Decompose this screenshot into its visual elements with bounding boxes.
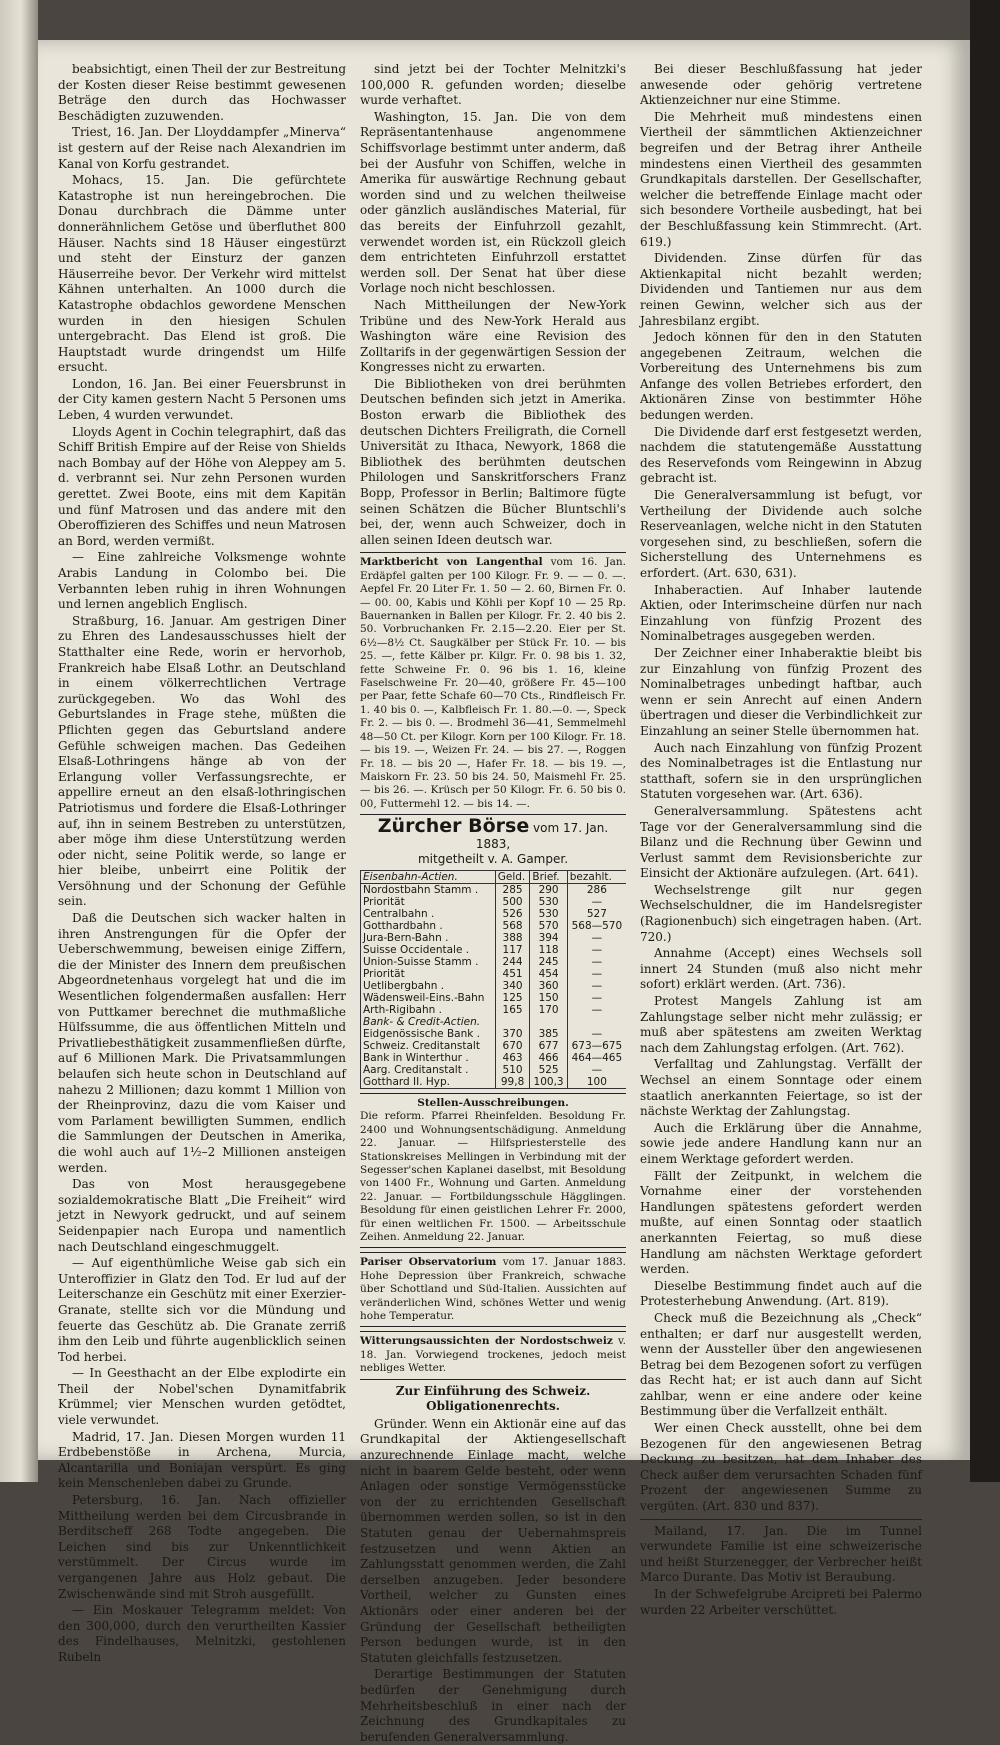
boerse-title: Zürcher Börse [377,815,530,838]
paragraph: Check muß die Bezeichnung als „Check“ enthalten; er darf nur ausgestellt werden, wenn der Aussteller über den angewiesenen Betrag bei dem Bezogenen sofort zu verfügen das Recht hat; er ist auch dann auf Sicht zahlbar, wenn er eine andere oder keine Bestimmung über die Verfallzeit enthält. [640,1310,922,1419]
paragraph: Madrid, 17. Jan. Diesen Morgen wurden 11 Erdbebenstöße in Archena, Murcia, Alcantarilla und Boniajan verspürt. Es ging kein Menschenleben dabei zu Grunde. [58,1429,346,1491]
table-cell: — [567,956,626,968]
paragraph: Dividenden. Zinse dürfen für das Aktienkapital nicht bezahlt werden; Dividenden und Tantiemen nur aus dem reinen Gewinn, welcher sich aus der Jahresbilanz ergibt. [640,251,922,328]
paragraph: Die Dividende darf erst festgesetzt werden, nachdem die statutengemäße Ausstattung des Reservefonds vom Reingewinn in Abzug gebracht ist. [640,424,922,486]
column-3 [640,62,922,1617]
paris-observatory-text: vom 17. Januar 1883. Hohe Depression über Frankreich, schwache über Schottland und Süd-Italien. Aussichten auf veränderlichen Wind, schönes Wetter und wenig hohe Temperatur. [360,1256,626,1322]
boerse-date: vom 17. Jan. 1883, [475,821,609,851]
table-cell [567,1016,626,1028]
table-cell: 454 [530,968,567,980]
table-cell: 568—570 [567,920,626,932]
paragraph: In der Schwefelgrube Arcipreti bei Palermo wurden 22 Arbeiter verschüttet. [640,1587,922,1617]
market-report-text: vom 16. Jan. Erdäpfel galten per 100 Kilogr. Fr. 9. — — 0. —. Aepfel Fr. 20 Liter Fr. 1. 50 — 2. 60, Birnen Fr. 0. — 00. 00, Kabis und Köhli per Kopf 10 — 25 Rp. Bauernanken in Ballen per Kilogr. Fr. 2. 40 bis 2. 50. Vorbruchanken Fr. 2.15—2.20. Eier per St. 6½—8½ Ct. Saugkälber per Stück Fr. 10. — bis 25. —, fette Kälber pr. Kilgr. Fr. 0. 98 bis 1. 32, fette Schweine Fr. 0. 96 bis 1. 16, kleine Faselschweine Fr. 20—40, größere Fr. 45—100 per Paar, fette Schafe 60—70 Cts., Rindfleisch Fr. 1. 40 bis 0. —, Kalbfleisch Fr. 1. 80.—0. —, Speck Fr. 2. — bis 0. —. Brodmehl 36—41, Semmelmehl 48—50 Ct. per Kilogr. Korn per 100 Kilogr. Fr. 18. — bis 19. —, Weizen Fr. 24. — bis 27. —, Roggen Fr. 18. — bis 20 —, Hafer Fr. 18. — bis 19. —, Maiskorn Fr. 23. 50 bis 24. 50, Maismehl Fr. 25. — bis 26. —. Krüsch per 50 Kilogr. Fr. 6. 50 bis 0. 00, Futtermehl 12. — bis 14. —. [360,556,627,810]
boerse-source: mitgetheilt v. A. Gamper. [417,852,569,867]
paragraph: — Auf eigenthümliche Weise gab sich ein Unteroffizier in Glatz den Tod. Er lud auf der Leiterschanze ein Geschütz mit einer Exerzier-Granate, stellte sich vor die Mündung und feuerte das Geschütz ab. Die Granate zerriß ihm den Leib und führte augenblicklich seinen Tod herbei. [58,1256,346,1364]
paragraph: Wechselstrenge gilt nur gegen Wechselschuldner, die im Handelsregister (Ragionenbuch) sich eingetragen haben. (Art. 720.) [640,882,922,944]
table-cell: Gotthard II. Hyp. [361,1076,496,1089]
paragraph: Derartige Bestimmungen der Statuten bedürfen der Genehmigung durch Mehrheitsbeschluß in einer nach der Zeichnung des Grundkapitales zu berufenden Generalversammlung. [360,1667,626,1744]
table-cell: 530 [530,908,567,920]
table-cell: 394 [530,932,567,944]
table-cell: 570 [530,920,567,932]
paragraph: London, 16. Jan. Bei einer Feuersbrunst in der City kamen gestern Nacht 5 Personen ums Leben, 4 wurden verwundet. [58,376,346,423]
table-cell: 670 [495,1040,530,1052]
table-cell: 388 [495,932,530,944]
table-cell: Uetlibergbahn . [361,980,496,992]
table-row [361,932,627,944]
column-2 [360,62,627,1744]
paragraph: Nach Mittheilungen der New-York Tribüne und des New-York Herald aus Washington wäre eine Revision des Zolltarifs in der gegenwärtigen Session der Kongresses nicht zu erwarten. [360,297,626,375]
table-cell: 165 [495,1004,530,1016]
paragraph: Protest Mangels Zahlung ist am Zahlungstage selber nicht mehr zulässig; er muß aber spätestens am zweiten Werktag nach dem Zahlungstag erfolgen. (Art. 762). [640,994,922,1055]
table-cell: Schweiz. Creditanstalt [361,1040,496,1052]
table-cell: 100 [567,1076,626,1089]
paragraph: Triest, 16. Jan. Der Lloyddampfer „Minerva“ ist gestern auf der Reise nach Alexandrien im Kanal von Korfu gestrandet. [58,125,346,171]
table-cell: — [567,1028,626,1040]
section-label: Bank- & Credit-Actien. [361,1016,496,1028]
table-cell: Bank in Winterthur . [361,1052,496,1064]
job-postings [360,1093,626,1248]
table-cell: 99,8 [495,1076,530,1089]
table-cell: Eidgenössische Bank . [361,1028,496,1040]
table-cell: — [567,896,626,908]
divider [640,1519,922,1520]
table-cell: 530 [530,896,567,908]
table-row [361,992,627,1004]
table-row [361,980,627,992]
table-cell: 150 [530,992,567,1004]
table-cell: 100,3 [530,1076,567,1089]
paragraph: Gründer. Wenn ein Aktionär eine auf das Grundkapital der Aktiengesellschaft anzurechnende Einlage macht, welche nicht in baarem Gelde besteht, oder wenn Anlagen oder sonstige Vermögensstücke von der zu errichtenden Gesellschaft übernommen werden sollen, so ist in den Statuten genau der Uebernahmspreis festzusetzen und wenn Aktien an Zahlungsstatt genommen werden, die Zahl derselben anzugeben. Jeder besondere Vortheil, welcher zu Gunsten eines Aktionärs oder einer anderen bei der Gründung der Gesellschaft betheiligten Person bedungen wurde, ist in den Statuten gleichfalls festzusetzen. [360,1416,626,1665]
table-cell: 125 [495,992,530,1004]
paragraph: Die Generalversammlung ist befugt, vor Vertheilung der Dividende auch solche Reserveanlagen, welche nicht in den Statuten vorgesehen sind, zu beschließen, sofern die Sicherstellung des Unternehmens es erfordert. (Art. 630, 631). [640,488,922,580]
table-cell: 527 [567,908,626,920]
column-header: Geld. [495,870,530,883]
table-cell: 118 [530,944,567,956]
table-row [361,920,627,932]
paragraph: Lloyds Agent in Cochin telegraphirt, daß das Schiff British Empire auf der Reise von Shields nach Bombay auf der Höhe von Aleppey am 5. d. verbrannt sei. Nur zehn Personen wurden gerettet. Zwei Boote, eins mit dem Kapitän und fünf Matrosen und das andere mit den Oberoffizieren des Schiffes und neun Matrosen an Bord, werden vermißt. [58,424,346,548]
paragraph: sind jetzt bei der Tochter Melnitzki's 100,000 R. gefunden worden; dieselbe wurde verhaftet. [360,62,626,108]
column-1 [58,62,346,1664]
paragraph: Daß die Deutschen sich wacker halten in ihren Anstrengungen für die Opfer der Ueberschwemmung, beweisen einige Ziffern, die der Minister des Innern dem preußischen Abgeordnetenhaus vorgelegt hat und die im Wesentlichen folgendermaßen ausfallen: Herr von Puttkamer berechnet die muthmaßliche Hülfssumme, die aus öffentlichen Mitteln und Privatliebesthätigkeit zusammenfließen dürfte, auf 6 Millionen Mark. Die Privatsammlungen belaufen sich heute schon in Deutschland auf nahezu 2 Millionen; dazu kommt 1 Million von der Rheinprovinz, dazu die vom Kaiser und vom Parlament bewilligten Summen, endlich die Sammlungen der Deutschen in Amerika, die wohl auch auf 1½–2 Millionen ansteigen werden. [58,911,346,1175]
table-cell: Priorität [361,968,496,980]
table-row [361,883,627,896]
table-cell: — [567,980,626,992]
table-cell: — [567,1064,626,1076]
paragraph: Generalversammlung. Spätestens acht Tage vor der Generalversammlung sind die Bilanz und die Rechnung über Gewinn und Verlust sammt dem Revisionsberichte zur Einsicht der Aktionäre aufzulegen. (Art. 641). [640,803,922,881]
table-cell: Jura-Bern-Bahn . [361,932,496,944]
paragraph: Straßburg, 16. Januar. Am gestrigen Diner zu Ehren des Landesausschusses hielt der Statthalter eine Rede, worin er hervorhob, Frankreich habe Elsaß Lothr. an Deutschland in einem völkerrechtlichen Vertrage zurückgegeben. Wo das Wohl des Geburtslandes in Frage stehe, müßten die Pflichten gegen das Geburtsland andere Gefühle schweigen machen. Das Gedeihen Elsaß-Lothringens hänge ab von der Erlangung voller Verfassungsrechte, er appellire erneut an den elsaß-lothringischen Patriotismus und fordere die Elsaß-Lothringer auf, ihn in seinem Bestreben zu unterstützen, aber möge ihm diese Unterstützung werden oder nicht, seine Politik werde, so lange er hier bleibe, unbeirrt eine Politik der Versöhnung und der Schonung der Gefühle sein. [58,613,346,909]
paris-observatory-heading: Pariser Observatorium [360,1256,497,1269]
table-cell: — [567,1004,626,1016]
table-row [361,1076,627,1089]
table-cell: Union-Suisse Stamm . [361,956,496,968]
paragraph: Bei dieser Beschlußfassung hat jeder anwesende oder gehörig vertretene Aktienzeichner nur eine Stimme. [640,62,922,108]
paragraph: Wer einen Check ausstellt, ohne bei dem Bezogenen für den angewiesenen Betrag Deckung zu besitzen, hat dem Inhaber des Check außer dem verursachten Schaden fünf Prozent der angewiesenen Summe zu vergüten. (Art. 830 und 837). [640,1421,922,1514]
table-cell: — [567,944,626,956]
table-cell [530,1016,567,1028]
table-cell: 290 [530,883,567,896]
table-cell: 370 [495,1028,530,1040]
table-cell: 360 [530,980,567,992]
table-cell: 340 [495,980,530,992]
paragraph: — In Geesthacht an der Elbe explodirte ein Theil der Nobel'schen Dynamitfabrik Krümmel; vier Menschen wurden getödtet, viele verwundet. [58,1366,346,1428]
table-row [361,944,627,956]
paragraph: — Ein Moskauer Telegramm meldet: Von den 300,000, durch den verurtheilten Kassier des Findelhauses, Melnitzki, gestohlenen Rubeln [58,1603,346,1664]
table-row [361,1040,627,1052]
table-cell: Wädensweil-Eins.-Bahn [361,992,496,1004]
table-cell: 117 [495,944,530,956]
paragraph: Mohacs, 15. Jan. Die gefürchtete Katastrophe ist nun hereingebrochen. Die Donau durchbrach die Dämme unter donnerähnlichem Getöse und überfluthet 800 Häuser. Nachts sind 18 Häuser eingestürzt und steht der Einsturz der ganzen Häuserreihe bevor. Der Verkehr wird mittelst Kähnen unterhalten. An 1000 durch die Katastrophe obdachlos gewordene Menschen wurden in den hiesigen Schulen untergebracht. Das Elend ist groß. Die Hauptstadt wurde dringendst um Hilfe ersucht. [58,173,346,375]
binding-edge [0,0,38,1482]
table-cell: 286 [567,883,626,896]
table-cell: 510 [495,1064,530,1076]
table-cell [495,1016,530,1028]
table-row [361,968,627,980]
paragraph: Auch nach Einzahlung von fünfzig Prozent des Nominalbetrages ist die Entlastung nur statthaft, sofern sie in den ursprünglichen Statuten vorgesehen war. (Art. 636). [640,740,922,802]
table-cell: Centralbahn . [361,908,496,920]
paragraph: Der Zeichner einer Inhaberaktie bleibt bis zur Einzahlung von fünfzig Prozent des Nominalbetrages unbedingt haftbar, auch wenn er sein Anrecht auf einen Andern übertragen und dieser die Verbindlichkeit zur Einzahlung an seiner Stelle übernommen hat. [640,645,922,738]
table-cell: 451 [495,968,530,980]
table-row [361,956,627,968]
paragraph: Jedoch können für den in den Statuten angegebenen Zeitraum, welchen die Vorbereitung des Unternehmens bis zum Anfange des vollen Betriebes erfordert, den Aktionären Zinse von bestimmter Höhe bedungen werden. [640,330,922,423]
weather-outlook [360,1331,626,1379]
table-row [361,1052,627,1064]
table-cell: 677 [530,1040,567,1052]
paragraph: Petersburg, 16. Jan. Nach offizieller Mittheilung werden bei dem Circusbrande in Berditscheff 268 Todte angegeben. Die Leichen sind bis zur Unkenntlichkeit verstümmelt. Der Circus wurde im vergangenen Jahre aus Holz gebaut. Die Zwischenwände sind mit Stroh ausgefüllt. [58,1493,346,1601]
table-row [361,1004,627,1016]
paragraph: Annahme (Accept) eines Wechsels soll innert 24 Stunden (muß also nicht mehr sofort) erklärt werden. (Art. 736). [640,946,922,992]
table-row [361,908,627,920]
table-cell: — [567,968,626,980]
obligationenrecht-heading: Zur Einführung des Schweiz. Obligationenrechts. [395,1383,591,1414]
market-report [360,552,626,815]
boerse-header [360,815,626,868]
weather-outlook-heading: Witterungsaussichten der Nordostschweiz [360,1335,613,1348]
paragraph: Washington, 15. Jan. Die von dem Repräsentantenhause angenommene Schiffsvorlage bestimmt unter anderm, daß bei der Ausfuhr von Schiffen, welche in Amerika für auswärtige Rechnung gebaut worden sind und zu welchen theilweise oder gänzlich ausländisches Material, für das bereits der Einfuhrzoll gezahlt, verwendet worden ist, ein Rückzoll gleich dem entrichteten Einfuhrzoll erstattet werden soll. Der Senat hat über diese Vorlage noch nicht beschlossen. [360,109,626,296]
table-cell: Aarg. Creditanstalt . [361,1064,496,1076]
paragraph: Dieselbe Bestimmung findet auch auf die Protesterhebung Anwendung. (Art. 819). [640,1278,922,1309]
table-section-row [361,1016,627,1028]
table-cell: Priorität [361,896,496,908]
paragraph: Auch die Erklärung über die Annahme, sowie jede andere Handlung kann nur an einem Werktage gefordert werden. [640,1120,922,1166]
table-cell: 673—675 [567,1040,626,1052]
paragraph: Die Bibliotheken von drei berühmten Deutschen befinden sich jetzt in Amerika. Boston erwarb die Bibliothek des deutschen Dichters Freiligrath, die Cornell Universität zu Ithaca, Newyork, 1868 die Bibliothek des berühmten deutschen Philologen und Sanskritforschers Franz Bopp, Professor in Berlin; Baltimore fügte seinen Schätzen die Bücher Bluntschli's bei, der, wenn auch Schweizer, doch in allen seinen Ideen deutsch war. [360,376,626,547]
table-cell: 285 [495,883,530,896]
column-header: bezahlt. [567,870,626,883]
market-report-heading: Marktbericht von Langenthal [360,556,543,569]
paris-observatory [360,1252,626,1327]
table-cell: Arth-Rigibahn . [361,1004,496,1016]
table-cell: 526 [495,908,530,920]
table-cell: Gotthardbahn . [361,920,496,932]
column-header: Brief. [530,870,567,883]
table-row [361,896,627,908]
job-postings-heading: Stellen-Ausschreibungen. [417,1096,569,1109]
weather-outlook-text: v. 18. Jan. Vorwiegend trockenes, jedoch meist nebliges Wetter. [360,1335,626,1375]
table-cell: 568 [495,920,530,932]
table-cell: 525 [530,1064,567,1076]
paragraph: — Eine zahlreiche Volksmenge wohnte Arabis Landung in Colombo bei. Die Verbannten leben ruhig in ihren Wohnungen und lernen angeblich Englisch. [58,550,346,612]
table-cell: 463 [495,1052,530,1064]
table-cell: 385 [530,1028,567,1040]
paragraph: Inhaberactien. Auf Inhaber lautende Aktien, oder Interimscheine dürfen nur nach Einzahlung von fünfzig Prozent des Nominalbetrages ausgegeben werden. [640,582,922,644]
table-header-row [361,870,627,883]
table-cell: Suisse Occidentale . [361,944,496,956]
table-cell: 464—465 [567,1052,626,1064]
paragraph: beabsichtigt, einen Theil der zur Bestreitung der Kosten dieser Reise bestimmt gewesenen Beträge den durch das Hochwasser Beschädigten zuzuwenden. [58,62,346,123]
table-cell: Nordostbahn Stamm . [361,883,496,896]
table-row [361,1028,627,1040]
table-cell: 466 [530,1052,567,1064]
paragraph: Das von Most herausgegebene sozialdemokratische Blatt „Die Freiheit“ wird jetzt in Newyork gedruckt, und auf seinem Seidenpapier nach Europa und namentlich nach Deutschland eingeschmuggelt. [58,1177,346,1254]
table-cell: 170 [530,1004,567,1016]
paragraph: Fällt der Zeitpunkt, in welchem die Vornahme einer der vorstehenden Handlungen spätestens gefordert werden mußte, auf einen Sonntag oder staatlich anerkannten Feiertag, so muß diese Handlung am nächsten Werktage gefordert werden. [640,1168,922,1277]
table-cell: — [567,932,626,944]
boerse-table-body [361,883,627,1088]
table-row [361,1064,627,1076]
table-cell: — [567,992,626,1004]
paragraph: Die Mehrheit muß mindestens einen Viertheil der sämmtlichen Aktienzeichner begreifen und der Betrag ihrer Antheile mindestens einen Viertheil des gesammten Grundkapitals darstellen. Der Gesellschafter, welcher die betreffende Einlage macht oder sich besondere Vortheile ausbedingt, hat bei der Beschlußfassung kein Stimmrecht. (Art. 619.) [640,109,922,249]
column-header: Eisenbahn-Actien. [361,870,496,883]
paragraph: Verfalltag und Zahlungstag. Verfällt der Wechsel an einem Sonntage oder einem staatlich anerkannten Feiertage, so ist der nächste Werktag der Zahlungstag. [640,1057,922,1119]
table-cell: 500 [495,896,530,908]
table-cell: 245 [530,956,567,968]
dark-margin [970,0,1000,1482]
job-postings-text: Die reform. Pfarrei Rheinfelden. Besoldung Fr. 2400 und Wohnungsentschädigung. Anmeldung 22. Januar. — Hilfspriesterstelle des Stationskreises Mellingen in Verbindung mit der Segesser'schen Kaplanei daselbst, mit Besoldung von 1400 Fr., Wohnung und Garten. Anmeldung 22. Januar. — Fortbildungsschule Hägglingen. Besoldung für einen geistlichen Lehrer Fr. 2000, für einen weltlichen Fr. 1500. — Arbeitsschule Zeihen. Anmeldung 22. Januar. [360,1110,626,1243]
table-cell: 244 [495,956,530,968]
paragraph: Mailand, 17. Jan. Die im Tunnel verwundete Familie ist eine schweizerische und heißt Sturzenegger, der Verbrecher heißt Marco Durante. Das Motiv ist Beraubung. [640,1523,922,1585]
boerse-table [360,870,626,1089]
